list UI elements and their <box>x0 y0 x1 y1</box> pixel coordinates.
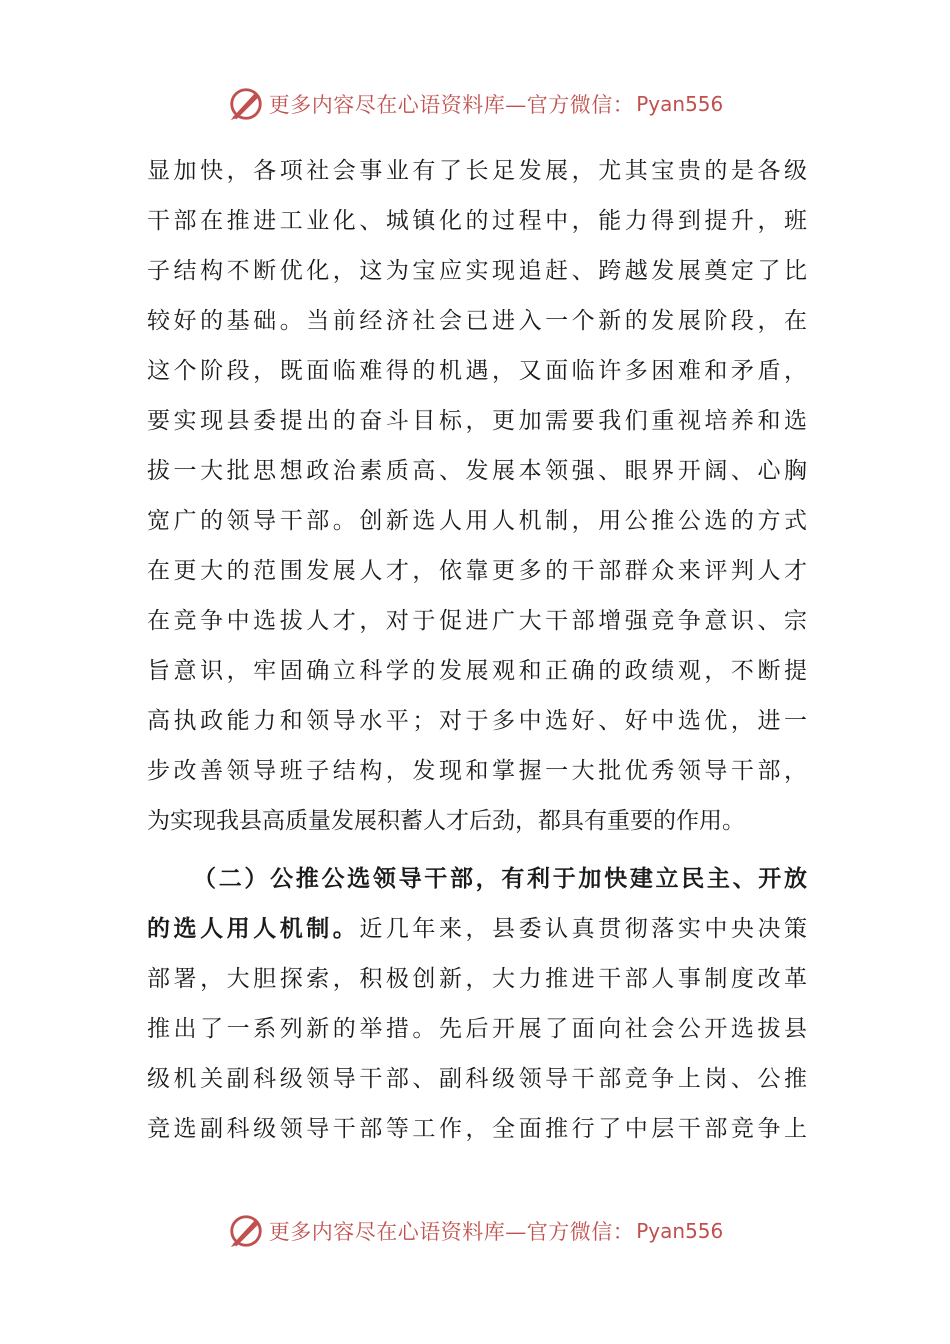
text-line <box>147 904 807 954</box>
wechat-id: Pyan556 <box>636 92 724 116</box>
text-line: 为实现我县高质量发展积蓄人才后劲，都具有重要的作用。 <box>147 808 745 834</box>
text-line: 推出了一系列新的举措。先后开展了面向社会公开选拔县 <box>147 1016 807 1042</box>
text-line: 较好的基础。当前经济社会已进入一个新的发展阶段，在 <box>147 308 807 334</box>
watermark-text: 更多内容尽在心语资料库—官方微信： <box>268 1220 635 1244</box>
text-line: 要实现县委提出的奋斗目标，更加需要我们重视培养和选 <box>147 408 807 434</box>
paragraph-1 <box>147 146 807 846</box>
wechat-id: Pyan556 <box>636 1219 724 1243</box>
section-heading-end: 的选人用人机制。 <box>147 915 360 942</box>
text-line: 竞选副科级领导干部等工作，全面推行了中层干部竞争上 <box>147 1116 807 1142</box>
text-line: 在更大的范围发展人才，依靠更多的干部群众来评判人才 <box>147 558 807 584</box>
document-body <box>147 146 807 1154</box>
pen-logo-icon <box>227 85 265 123</box>
text-line: 步改善领导班子结构，发现和掌握一大批优秀领导干部， <box>147 758 807 784</box>
text-line: 宽广的领导干部。创新选人用人机制，用公推公选的方式 <box>147 508 807 534</box>
header-watermark <box>0 84 950 124</box>
text-line: 显加快，各项社会事业有了长足发展，尤其宝贵的是各级 <box>147 158 807 184</box>
text-line: 部署，大胆探索，积极创新，大力推进干部人事制度改革 <box>147 966 807 992</box>
text-line: 干部在推进工业化、城镇化的过程中，能力得到提升，班 <box>147 208 807 234</box>
text-line: 高执政能力和领导水平；对于多中选好、好中选优，进一 <box>147 708 807 734</box>
pen-logo-icon <box>227 1212 265 1250</box>
footer-watermark <box>0 1211 950 1251</box>
text-fragment: 近几年来，县委认真贯彻落实中央决策 <box>359 916 808 942</box>
text-line: 在竞争中选拔人才，对于促进广大干部增强竞争意识、宗 <box>147 608 807 634</box>
text-line: 级机关副科级领导干部、副科级领导干部竞争上岗、公推 <box>147 1066 807 1092</box>
text-line: 旨意识，牢固确立科学的发展观和正确的政绩观，不断提 <box>147 658 807 684</box>
section-heading: （二）公推公选领导干部，有利于加快建立民主、开放 <box>193 865 807 892</box>
text-line: 拔一大批思想政治素质高、发展本领强、眼界开阔、心胸 <box>147 458 807 484</box>
watermark-text: 更多内容尽在心语资料库—官方微信： <box>268 93 635 117</box>
text-line: 这个阶段，既面临难得的机遇，又面临许多困难和矛盾， <box>147 358 807 384</box>
text-line: 子结构不断优化，这为宝应实现追赶、跨越发展奠定了比 <box>147 258 807 284</box>
paragraph-2 <box>147 854 807 1154</box>
